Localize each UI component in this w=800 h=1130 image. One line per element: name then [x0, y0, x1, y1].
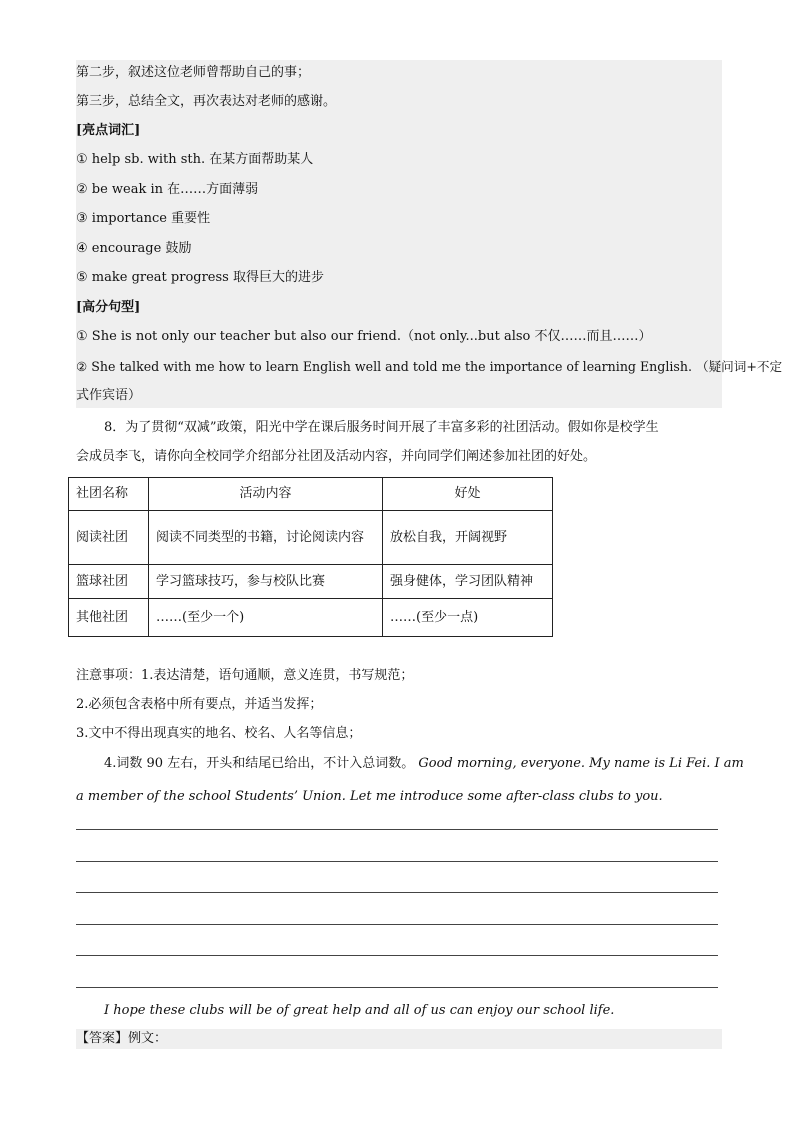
step-three: 第三步，总结全文，再次表达对老师的感谢。 [76, 94, 337, 109]
vocab-item: ③ importance 重要性 [76, 211, 211, 226]
table-row [69, 599, 553, 637]
step-two: 第二步，叙述这位老师曾帮助自己的事； [76, 65, 311, 80]
table-header-row [69, 478, 553, 511]
sentence-item: ① She is not only our teacher but also our friend.（not only...but also 不仅……而且……） [76, 329, 652, 344]
vocab-item: ② be weak in 在……方面薄弱 [76, 182, 259, 197]
writing-line [76, 892, 718, 893]
answer-label: 【答案】例文： [76, 1031, 168, 1046]
sentence-item: ② She talked with me how to learn English well and told me the importance of learning English. （疑问词+不定 [76, 359, 783, 374]
table-cell: 阅读社团 [69, 511, 149, 565]
note-item [104, 755, 744, 773]
essay-ending: I hope these clubs will be of great help and all of us can enjoy our school life. [104, 1003, 615, 1018]
writing-line [76, 987, 718, 988]
table-cell: 阅读不同类型的书籍，讨论阅读内容 [149, 511, 383, 565]
table-row [69, 511, 553, 565]
vocab-item: ① help sb. with sth. 在某方面帮助某人 [76, 152, 314, 167]
table-cell: 其他社团 [69, 599, 149, 637]
table-cell: 篮球社团 [69, 565, 149, 599]
sentence-heading: [高分句型] [76, 300, 141, 315]
note-item: 3.文中不得出现真实的地名、校名、人名等信息； [76, 726, 362, 741]
sentence-item-continued: 式作宾语） [76, 388, 142, 403]
vocab-heading: [亮点词汇] [76, 123, 141, 138]
table-cell: 强身健体，学习团队精神 [383, 565, 553, 599]
note-item: 注意事项：1.表达清楚，语句通顺，意义连贯，书写规范； [76, 668, 414, 683]
writing-line [76, 924, 718, 925]
vocab-item: ④ encourage 鼓励 [76, 241, 192, 256]
writing-line [76, 829, 718, 830]
table-row [69, 565, 553, 599]
answer-label-shade [76, 1029, 722, 1049]
answer-shaded-block [76, 60, 722, 408]
writing-line [76, 861, 718, 862]
table-header: 好处 [383, 478, 553, 511]
essay-opening: Good morning, everyone. My name is Li Fei. I am [418, 756, 744, 771]
table-cell: ……(至少一点) [383, 599, 553, 637]
table-cell: ……(至少一个) [149, 599, 383, 637]
writing-line [76, 955, 718, 956]
table-header: 社团名称 [69, 478, 149, 511]
essay-opening-continued: a member of the school Students’ Union. Let me introduce some after-class clubs to you. [76, 789, 663, 804]
table-cell: 学习篮球技巧，参与校队比赛 [149, 565, 383, 599]
clubs-table [68, 477, 553, 637]
question-text: 8．为了贯彻“双减”政策，阳光中学在课后服务时间开展了丰富多彩的社团活动。假如你是校学生 [104, 420, 659, 435]
table-header: 活动内容 [149, 478, 383, 511]
vocab-item: ⑤ make great progress 取得巨大的进步 [76, 270, 324, 285]
table-cell: 放松自我，开阔视野 [383, 511, 553, 565]
note-item: 2.必须包含表格中所有要点，并适当发挥； [76, 697, 323, 712]
note-text: 4.词数 90 左右，开头和结尾已给出，不计入总词数。 [104, 756, 415, 771]
question-text: 会成员李飞，请你向全校同学介绍部分社团及活动内容，并向同学们阐述参加社团的好处。 [76, 449, 597, 464]
